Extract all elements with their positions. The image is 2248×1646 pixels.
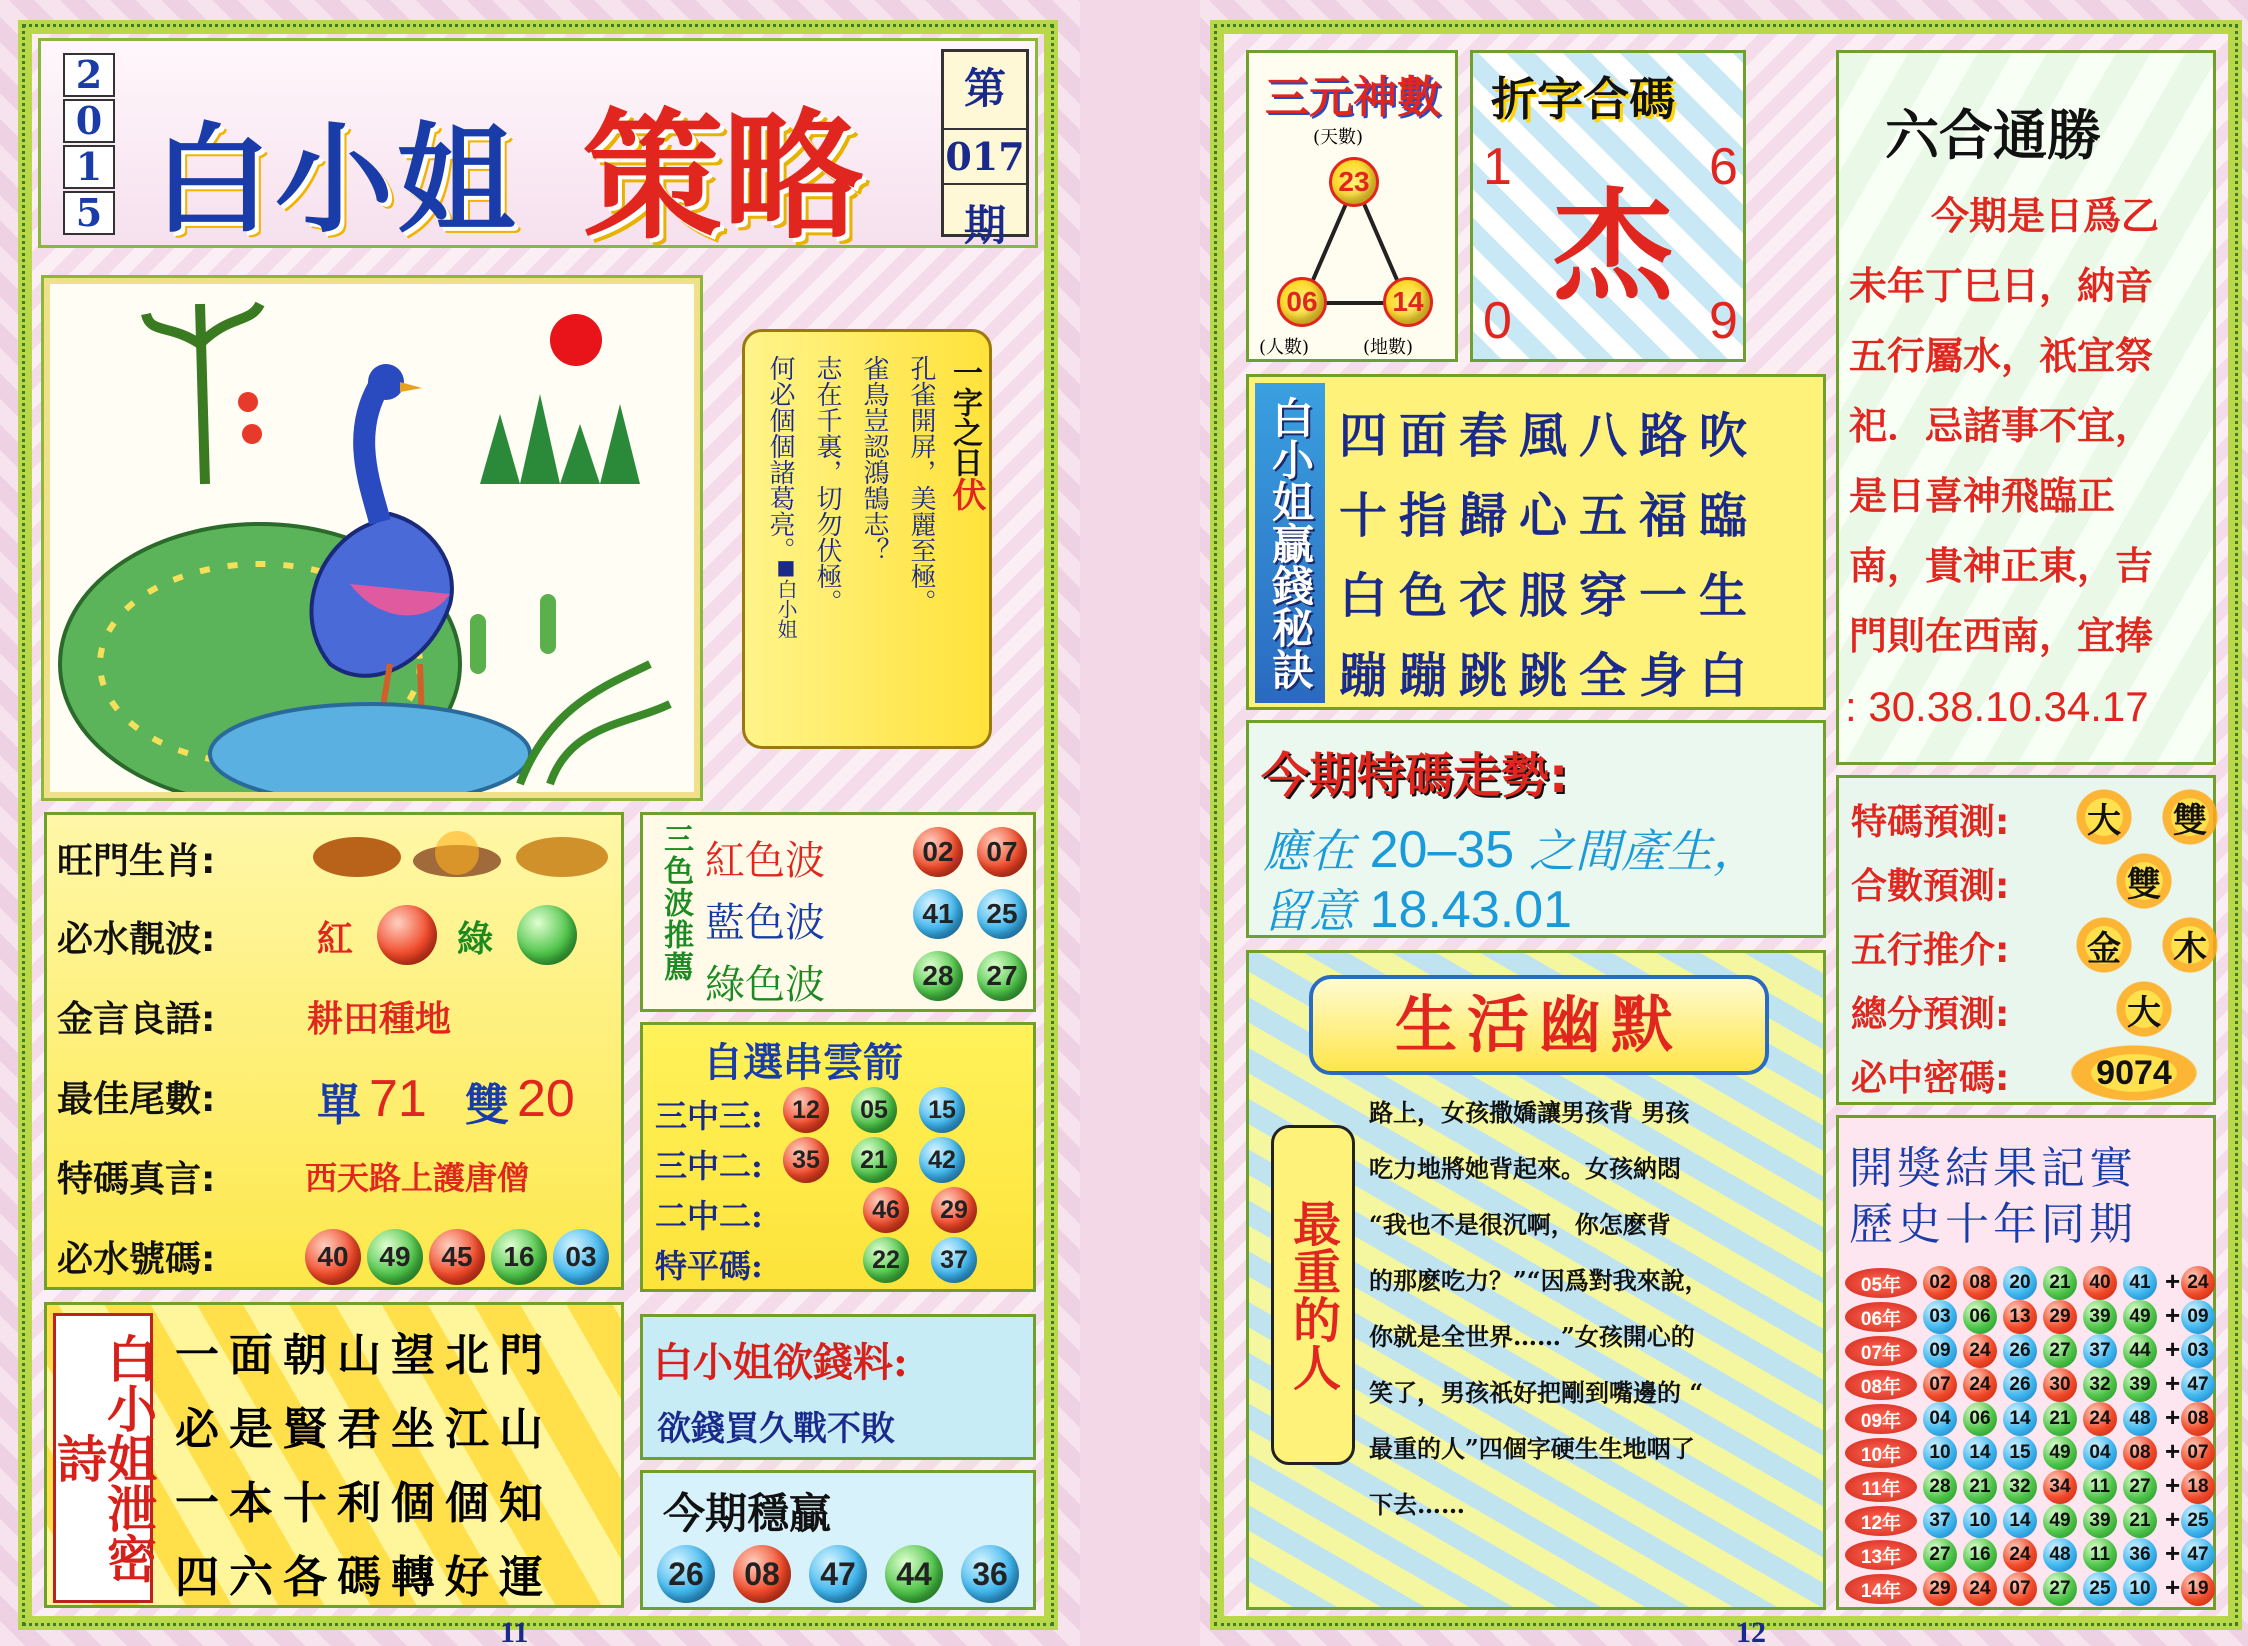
history-ball: 21: [1963, 1470, 1997, 1504]
history-ball: 36: [2123, 1538, 2157, 1572]
history-ball: 10: [1963, 1504, 1997, 1538]
secret-title: 白小姐贏錢秘訣: [1255, 383, 1325, 703]
history-ball: 27: [1923, 1538, 1957, 1572]
history-ball: 04: [1923, 1402, 1957, 1436]
history-ball: 39: [2123, 1368, 2157, 1402]
poem-line: 必是賢君坐江山: [175, 1404, 553, 1455]
history-ball: 24: [2003, 1538, 2037, 1572]
wave-ball: 02: [913, 827, 963, 877]
history-ball: 15: [2003, 1436, 2037, 1470]
poem-title: 白小姐泄密詩: [53, 1313, 153, 1603]
must-ball: 16: [491, 1229, 547, 1285]
history-ball: 32: [2003, 1470, 2037, 1504]
history-year: 05年: [1845, 1268, 1917, 1298]
humor-line: 你就是全世界……”女孩開心的: [1369, 1322, 1695, 1351]
history-year: 08年: [1845, 1370, 1917, 1400]
sanyuan-left: 06: [1277, 277, 1327, 327]
row-label: 必水靚波:: [57, 919, 216, 960]
history-ball: 10: [2123, 1572, 2157, 1606]
sanyuan-panel: [1246, 50, 1458, 362]
trend-line1: [1263, 815, 1759, 881]
secret-line: 十指歸心五福臨: [1339, 488, 1760, 544]
zhezi-title: 折字合碼: [1491, 72, 1675, 126]
forecast-label: 合數預測:: [1851, 866, 2010, 907]
money-title: 白小姐欲錢料:: [653, 1339, 908, 1386]
page-number: 11: [500, 1616, 529, 1646]
history-ball: 32: [2083, 1368, 2117, 1402]
liuhe-line: 祀．忌諸事不宜，: [1849, 403, 2154, 448]
liuhe-line: 今期是日爲乙: [1931, 193, 2160, 238]
combo-ball: 35: [783, 1137, 829, 1183]
humor-line: “我也不是很沉啊，你怎麽背: [1369, 1210, 1671, 1239]
combo-ball: 21: [851, 1137, 897, 1183]
history-year: 07年: [1845, 1336, 1917, 1366]
history-ball: 40: [2083, 1266, 2117, 1300]
poem-line: 一本十利個個知: [175, 1478, 553, 1529]
history-ball: 06: [1963, 1300, 1997, 1334]
history-ball: 07: [1923, 1368, 1957, 1402]
info-panel: [44, 812, 624, 1290]
liuhe-line: 五行屬水，祇宜祭: [1849, 333, 2154, 378]
history-special: 19: [2181, 1572, 2215, 1606]
humor-line: 的那麽吃力？”“因爲對我來說，: [1369, 1266, 1709, 1295]
history-ball: 16: [1963, 1538, 1997, 1572]
wave-ball: 25: [977, 889, 1027, 939]
secret-line: 四面春風八路吹: [1339, 408, 1760, 464]
trend-suffix: 之間產生，: [1528, 824, 1759, 878]
year-digit: 0: [63, 99, 115, 143]
combo-ball: 37: [931, 1237, 977, 1283]
wave-ball: 41: [913, 889, 963, 939]
combo-ball: 29: [931, 1187, 977, 1233]
title-main: 白小姐: [153, 110, 520, 249]
row-label: 必水號碼:: [57, 1239, 216, 1280]
forecast-panel: [1836, 775, 2216, 1105]
humor-line: 最重的人”四個字硬生生地咽了: [1369, 1434, 1695, 1463]
stable-ball: 44: [885, 1545, 943, 1603]
scroll-heading-text: 一字之日: [947, 357, 982, 477]
trend-title: 今期特碼走勢:: [1261, 748, 1569, 804]
history-ball: 49: [2043, 1504, 2077, 1538]
history-ball: 48: [2123, 1402, 2157, 1436]
single-value: 71: [369, 1070, 427, 1128]
history-ball: 21: [2043, 1266, 2077, 1300]
history-year: 10年: [1845, 1438, 1917, 1468]
history-special: 18: [2181, 1470, 2215, 1504]
history-ball: 27: [2123, 1470, 2157, 1504]
scroll-line: 何必個個諸葛亮。: [765, 355, 795, 563]
forecast-value: 雙: [2157, 784, 2223, 850]
scroll-sign: ■白小姐: [774, 555, 798, 639]
history-ball: 21: [2123, 1504, 2157, 1538]
issue-suffix: 期: [963, 201, 1006, 250]
history-ball: 29: [1923, 1572, 1957, 1606]
header: [38, 38, 1038, 259]
history-year: 06年: [1845, 1302, 1917, 1332]
combo-title: 自選串雲箭: [703, 1039, 903, 1086]
sanyuan-top: 23: [1329, 157, 1379, 207]
scroll: [720, 305, 1020, 775]
history-ball: 37: [1923, 1504, 1957, 1538]
history-title2: 歷史十年同期: [1849, 1199, 2137, 1250]
must-ball: 03: [553, 1229, 609, 1285]
history-ball: 49: [2123, 1300, 2157, 1334]
trend-range: 20–35: [1369, 821, 1515, 879]
history-ball: 14: [2003, 1504, 2037, 1538]
issue-prefix: 第: [963, 64, 1006, 113]
wave-ball: 27: [977, 951, 1027, 1001]
combo-ball: 42: [919, 1137, 965, 1183]
scroll-line: 孔雀開屏，美麗至極。: [906, 355, 936, 615]
history-ball: 04: [2083, 1436, 2117, 1470]
forecast-value: 大: [2071, 784, 2137, 850]
history-ball: 48: [2043, 1538, 2077, 1572]
scroll-line: 雀鳥豈認鴻鵠志？: [859, 355, 889, 563]
combo-label: 二中二:: [655, 1197, 763, 1235]
combo-label: 特平碼:: [655, 1247, 763, 1285]
history-plus: +: [2165, 1266, 2181, 1296]
history-plus: +: [2165, 1300, 2181, 1330]
liuhe-nums: : 30.38.10.34.17: [1845, 683, 2149, 730]
humor-line: 路上，女孩撒嬌讓男孩背 男孩: [1369, 1098, 1690, 1127]
forecast-label: 特碼預測:: [1851, 802, 2010, 843]
history-ball: 09: [1923, 1334, 1957, 1368]
history-ball: 28: [1923, 1470, 1957, 1504]
history-ball: 11: [2083, 1470, 2117, 1504]
must-ball: 40: [305, 1229, 361, 1285]
history-ball: 39: [2083, 1504, 2117, 1538]
history-special: 47: [2181, 1368, 2215, 1402]
history-ball: 06: [1963, 1402, 1997, 1436]
right-page: [1200, 0, 2248, 1646]
history-ball: 24: [1963, 1368, 1997, 1402]
title-accent: 策略: [583, 95, 864, 259]
wave-label: 紅色波: [705, 838, 825, 884]
history-ball: 14: [2003, 1402, 2037, 1436]
history-ball: 02: [1923, 1266, 1957, 1300]
combo-ball: 22: [863, 1237, 909, 1283]
sanyuan-right: 14: [1383, 277, 1433, 327]
sanyuan-top-label: (天數): [1313, 127, 1364, 148]
red-ball: [377, 905, 437, 965]
color-wave-title: 三色波推薦: [658, 823, 693, 983]
history-ball: 41: [2123, 1266, 2157, 1300]
history-ball: 24: [1963, 1334, 1997, 1368]
secret-line: 蹦蹦跳跳全身白: [1339, 648, 1760, 704]
year-digit: 2: [63, 53, 115, 97]
zhezi-corner: 0: [1483, 292, 1512, 350]
wave-ball: 28: [913, 951, 963, 1001]
wave-green-text: 綠: [457, 919, 494, 960]
combo-ball: 15: [919, 1087, 965, 1133]
history-panel: [1836, 1115, 2216, 1610]
row-label: 特碼真言:: [57, 1159, 216, 1200]
double-label: 雙: [465, 1080, 509, 1131]
history-special: 07: [2181, 1436, 2215, 1470]
history-year: 14年: [1845, 1574, 1917, 1604]
history-special: 47: [2181, 1538, 2215, 1572]
history-ball: 14: [1963, 1436, 1997, 1470]
year-digit: 5: [63, 191, 115, 235]
history-special: 09: [2181, 1300, 2215, 1334]
zhezi-corner: 9: [1709, 292, 1738, 350]
history-ball: 08: [2123, 1436, 2157, 1470]
history-special: 08: [2181, 1402, 2215, 1436]
forecast-label: 必中密碼:: [1851, 1058, 2010, 1099]
wave-red-text: 紅: [317, 919, 354, 960]
history-ball: 24: [2083, 1402, 2117, 1436]
stable-panel: [640, 1470, 1036, 1610]
history-year: 09年: [1845, 1404, 1917, 1434]
forecast-value: 大: [2111, 976, 2177, 1042]
stable-ball: 36: [961, 1545, 1019, 1603]
history-ball: 30: [2043, 1368, 2077, 1402]
history-ball: 26: [2003, 1334, 2037, 1368]
history-ball: 37: [2083, 1334, 2117, 1368]
history-year: 12年: [1845, 1506, 1917, 1536]
forecast-label: 總分預測:: [1851, 994, 2010, 1035]
history-ball: 26: [2003, 1368, 2037, 1402]
history-ball: 10: [1923, 1436, 1957, 1470]
zhezi-panel: [1470, 50, 1746, 362]
page-number: 12: [1736, 1616, 1766, 1646]
liuhe-line: 是日喜神飛臨正: [1849, 473, 2116, 518]
must-ball: 45: [429, 1229, 485, 1285]
liuhe-line: 未年丁巳日，納音: [1849, 263, 2154, 308]
secret-line: 白色衣服穿一生: [1339, 568, 1760, 624]
sanyuan-right-label: (地數): [1363, 337, 1414, 358]
history-plus: +: [2165, 1368, 2181, 1398]
history-ball: 27: [2043, 1572, 2077, 1606]
color-wave-panel: [640, 812, 1036, 1012]
forecast-value: 雙: [2111, 848, 2177, 914]
peacock-image: [44, 278, 700, 798]
humor-line: 下去……: [1369, 1490, 1465, 1519]
row-value: 耕田種地: [307, 999, 452, 1040]
row-label: 旺門生肖:: [57, 841, 216, 882]
scroll-heading: [942, 357, 1118, 511]
peacock-illustration: [50, 284, 694, 792]
liuhe-title: 六合通勝: [1885, 104, 2101, 167]
combo-panel: [640, 1022, 1036, 1292]
history-ball: 44: [2123, 1334, 2157, 1368]
history-special: 25: [2181, 1504, 2215, 1538]
poem-line: 四六各碼轉好運: [175, 1552, 553, 1603]
history-plus: +: [2165, 1470, 2181, 1500]
history-ball: 27: [2043, 1334, 2077, 1368]
wave-label: 綠色波: [705, 962, 825, 1008]
secret-panel: [1246, 374, 1826, 710]
money-panel: [640, 1314, 1036, 1460]
history-year: 13年: [1845, 1540, 1917, 1570]
trend-panel: [1246, 720, 1826, 938]
forecast-value: 9074: [2059, 1040, 2209, 1106]
history-ball: 34: [2043, 1470, 2077, 1504]
liuhe-line: 南，貴神正東，吉: [1849, 543, 2154, 588]
stable-ball: 08: [733, 1545, 791, 1603]
money-text: 欲錢買久戰不敗: [657, 1409, 895, 1449]
history-plus: +: [2165, 1538, 2181, 1568]
forecast-label: 五行推介:: [1851, 930, 2010, 971]
combo-ball: 12: [783, 1087, 829, 1133]
scroll-heading-char: 伏: [946, 477, 986, 511]
history-ball: 25: [2083, 1572, 2117, 1606]
combo-label: 三中三:: [655, 1097, 763, 1135]
forecast-value: 金: [2071, 912, 2137, 978]
sanyuan-triangle: [1249, 53, 1461, 365]
issue-number: 017: [944, 128, 1026, 185]
stable-ball: 26: [657, 1545, 715, 1603]
history-special: 24: [2181, 1266, 2215, 1300]
humor-line: 吃力地將她背起來。女孩納悶: [1369, 1154, 1681, 1183]
history-plus: +: [2165, 1572, 2181, 1602]
forecast-value: 木: [2157, 912, 2223, 978]
scroll-line: 志在千裏，切勿伏極。: [812, 355, 842, 615]
combo-ball: 46: [863, 1187, 909, 1233]
history-ball: 21: [2043, 1402, 2077, 1436]
humor-title: 生活幽默: [1309, 975, 1769, 1075]
combo-label: 三中二:: [655, 1147, 763, 1185]
left-page: [0, 0, 1080, 1646]
poem-panel: [44, 1302, 624, 1608]
wave-label: 藍色波: [705, 900, 825, 946]
liuhe-line: 門則在西南，宜捧: [1849, 613, 2154, 658]
zodiac-animals: [307, 821, 617, 885]
trend-prefix: 應在: [1263, 824, 1355, 878]
history-plus: +: [2165, 1436, 2181, 1466]
history-title1: 開獎結果記實: [1849, 1143, 2137, 1194]
history-year: 11年: [1845, 1472, 1917, 1502]
history-special: 03: [2181, 1334, 2215, 1368]
history-ball: 49: [2043, 1436, 2077, 1470]
history-plus: +: [2165, 1504, 2181, 1534]
trend-line2: [1263, 875, 1572, 941]
zhezi-corner: 6: [1709, 138, 1738, 196]
trend-nums: 18.43.01: [1369, 881, 1573, 939]
zhezi-corner: 1: [1483, 138, 1512, 196]
stable-ball: 47: [809, 1545, 867, 1603]
year-column: [63, 53, 119, 237]
humor-side: 最重的人: [1271, 1125, 1355, 1465]
must-ball: 49: [367, 1229, 423, 1285]
humor-panel: [1246, 950, 1826, 1610]
history-ball: 24: [1963, 1572, 1997, 1606]
row-value: 西天路上護唐僧: [305, 1159, 530, 1197]
history-plus: +: [2165, 1402, 2181, 1432]
sanyuan-left-label: (人數): [1259, 337, 1310, 358]
humor-line: 笑了，男孩祇好把剛到嘴邊的 “: [1369, 1378, 1704, 1407]
double-value: 20: [517, 1070, 575, 1128]
history-plus: +: [2165, 1334, 2181, 1364]
zhezi-char: 杰: [1553, 176, 1673, 317]
history-ball: 13: [2003, 1300, 2037, 1334]
history-ball: 07: [2003, 1572, 2037, 1606]
history-ball: 29: [2043, 1300, 2077, 1334]
issue-box: [941, 49, 1029, 250]
sanyuan-title: 三元神數: [1265, 72, 1441, 123]
history-ball: 39: [2083, 1300, 2117, 1334]
year-digit: 1: [63, 145, 115, 189]
row-label: 最佳尾數:: [57, 1079, 216, 1120]
history-ball: 03: [1923, 1300, 1957, 1334]
stable-title: 今期穩贏: [663, 1489, 832, 1538]
single-label: 單: [317, 1080, 361, 1131]
history-ball: 11: [2083, 1538, 2117, 1572]
green-ball: [517, 905, 577, 965]
poem-line: 一面朝山望北門: [175, 1330, 553, 1381]
wave-ball: 07: [977, 827, 1027, 877]
history-ball: 20: [2003, 1266, 2037, 1300]
combo-ball: 05: [851, 1087, 897, 1133]
row-label: 金言良語:: [57, 999, 216, 1040]
history-ball: 08: [1963, 1266, 1997, 1300]
liuhe-panel: [1836, 50, 2216, 765]
trend-prefix2: 留意: [1263, 884, 1355, 938]
